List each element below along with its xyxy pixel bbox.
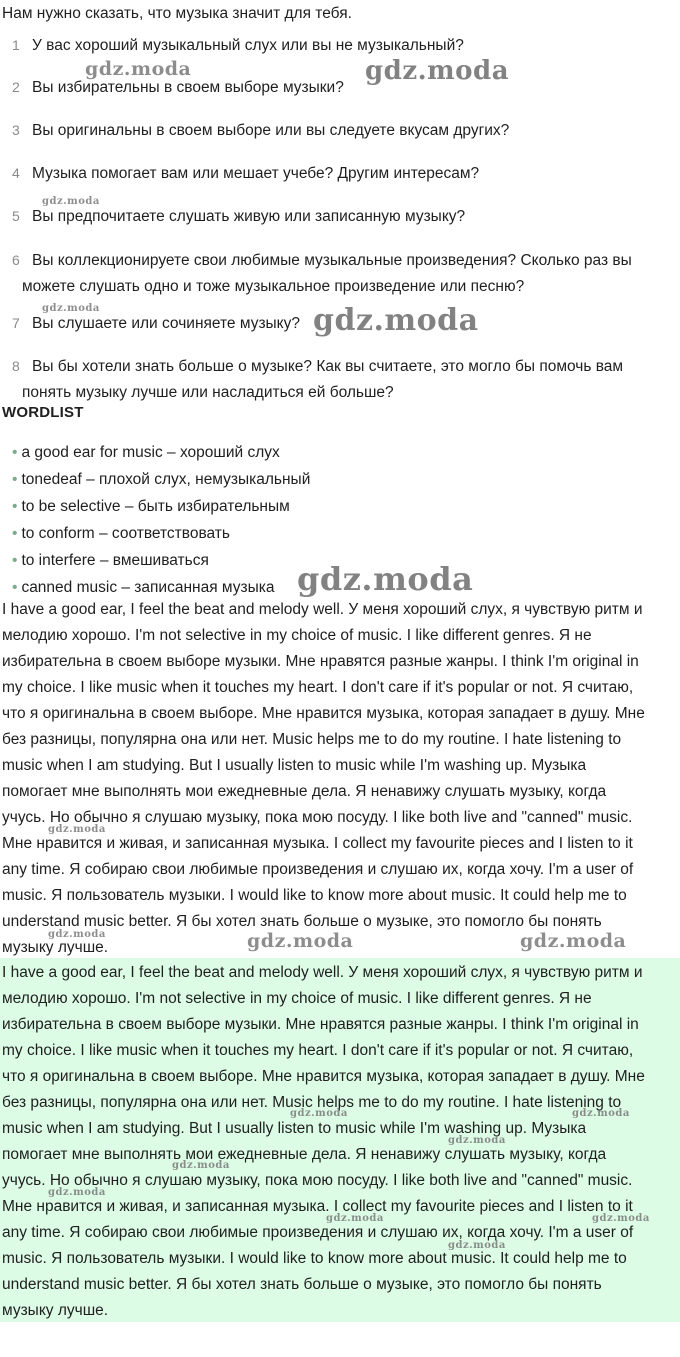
question-4 (12, 160, 676, 187)
watermark: gdz.moda (48, 1187, 106, 1198)
watermark: gdz.moda (290, 1108, 348, 1119)
watermark: gdz.moda (592, 1213, 650, 1224)
watermark: gdz.moda (42, 196, 100, 207)
watermark: gdz.moda (313, 303, 479, 338)
intro-text: Нам нужно сказать, что музыка значит для тебя. (2, 5, 352, 22)
question-number: 7 (12, 315, 20, 331)
question-text: Вы коллекционируете свои любимые музыкальные произведения? Сколько раз вы (32, 252, 632, 269)
question-text-continued: понять музыку лучше или насладиться ей больше? (22, 384, 394, 401)
question-number: 4 (12, 165, 20, 181)
bullet-icon: • (12, 471, 18, 488)
question-number: 8 (12, 358, 20, 374)
question-8 (12, 353, 676, 406)
question-number: 5 (12, 208, 20, 224)
question-text: Вы слушаете или сочиняете музыку? (32, 315, 301, 332)
watermark: gdz.moda (572, 1108, 630, 1119)
wordlist-item: • to interfere – вмешиваться (12, 552, 209, 569)
wordlist-item: • to conform – соответствовать (12, 525, 230, 542)
watermark: gdz.moda (448, 1240, 506, 1251)
watermark: gdz.moda (326, 1213, 384, 1224)
bullet-icon: • (12, 498, 18, 515)
bullet-icon: • (12, 579, 18, 596)
question-text: У вас хороший музыкальный слух или вы не музыкальный? (32, 37, 464, 54)
question-text: Вы избирательны в своем выборе музыки? (32, 79, 344, 96)
question-text-continued: можете слушать одно и тоже музыкальное произведение или песню? (22, 278, 525, 295)
bullet-icon: • (12, 552, 18, 569)
question-6 (12, 247, 676, 300)
question-number: 6 (12, 252, 20, 268)
question-text: Вы бы хотели знать больше о музыке? Как вы считаете, это могло бы помочь вам (32, 358, 624, 375)
question-text: Вы предпочитаете слушать живую или записанную музыку? (32, 208, 466, 225)
question-number: 1 (12, 37, 20, 53)
answer-paragraph: I have a good ear, I feel the beat and melody well. У меня хороший слух, я чувствую ритм и мелодию хорошо. I'm not selective in my choice of music. I like different genres. Я не избирательна в своем выборе музыки. Мне нравятся разные жанры. I think I'm original in my choice. I like music when it touches my heart. I don't care if it's popular or not. Я считаю, что я оригинальна в своем выборе. Мне нравится музыка, которая западает в душу. Мне без разницы, популярна она или нет. Music helps me to do my routine. I hate listening to music when I am studying. But I usually listen to music while I'm washing up. Музыка помогает мне выполнять мои ежедневные дела. Я ненавижу слушать музыку, когда учусь. Но обычно я слушаю музыку, пока мою посуду. I like both live and "canned" music. Мне нравится и живая, и записанная музыка. I collect my favourite pieces and I listen to it any time. Я собираю свои любимые произведения и слушаю их, когда хочу. I'm a user of music. Я пользователь музыки. I would like to know more about music. It could help me to understand music better. Я бы хотел знать больше о музыке, это помогло бы понять музыку лучше. (2, 601, 645, 956)
bullet-icon: • (12, 444, 18, 461)
watermark: gdz.moda (365, 56, 510, 86)
bullet-icon: • (12, 525, 18, 542)
watermark: gdz.moda (172, 1160, 230, 1171)
wordlist-item: • a good ear for music – хороший слух (12, 444, 280, 461)
wordlist-item: • to be selective – быть избирательным (12, 498, 290, 515)
watermark: gdz.moda (520, 930, 627, 952)
watermark: gdz.moda (48, 824, 106, 835)
wordlist-heading: WORDLIST (2, 404, 84, 421)
question-text: Вы оригинальны в своем выборе или вы следуете вкусам других? (32, 122, 510, 139)
watermark: gdz.moda (297, 560, 474, 598)
question-1 (12, 32, 676, 59)
question-3 (12, 117, 676, 144)
wordlist-item: • canned music – записанная музыка (12, 579, 275, 596)
question-number: 3 (12, 122, 20, 138)
question-number: 2 (12, 79, 20, 95)
question-text: Музыка помогает вам или мешает учебе? Другим интересам? (32, 165, 480, 182)
watermark: gdz.moda (247, 930, 354, 952)
watermark: gdz.moda (85, 58, 192, 80)
highlighted-answer-paragraph: I have a good ear, I feel the beat and melody well. У меня хороший слух, я чувствую ритм и мелодию хорошо. I'm not selective in my choice of music. I like different genres. Я не избирательна в своем выборе музыки. Мне нравятся разные жанры. I think I'm original in my choice. I like music when it touches my heart. I don't care if it's popular or not. Я считаю, что я оригинальна в своем выборе. Мне нравится музыка, которая западает в душу. Мне без разницы, популярна она или нет. Music helps me to do my routine. I hate listening to music when I am studying. But I usually listen to music while I'm washing up. Музыка помогает мне выполнять мои ежедневные дела. Я ненавижу слушать музыку, когда учусь. Но обычно я слушаю музыку, пока мою посуду. I like both live and "canned" music. Мне нравится и живая, и записанная музыка. I collect my favourite pieces and I listen to it any time. Я собираю свои любимые произведения и слушаю их, когда хочу. I'm a user of music. Я пользователь музыки. I would like to know more about music. It could help me to understand music better. Я бы хотел знать больше о музыке, это помогло бы понять музыку лучше. (2, 964, 645, 1319)
watermark: gdz.moda (42, 303, 100, 314)
wordlist-item: • tonedeaf – плохой слух, немузыкальный (12, 471, 311, 488)
watermark: gdz.moda (48, 929, 106, 940)
question-5 (12, 203, 676, 230)
watermark: gdz.moda (448, 1135, 506, 1146)
